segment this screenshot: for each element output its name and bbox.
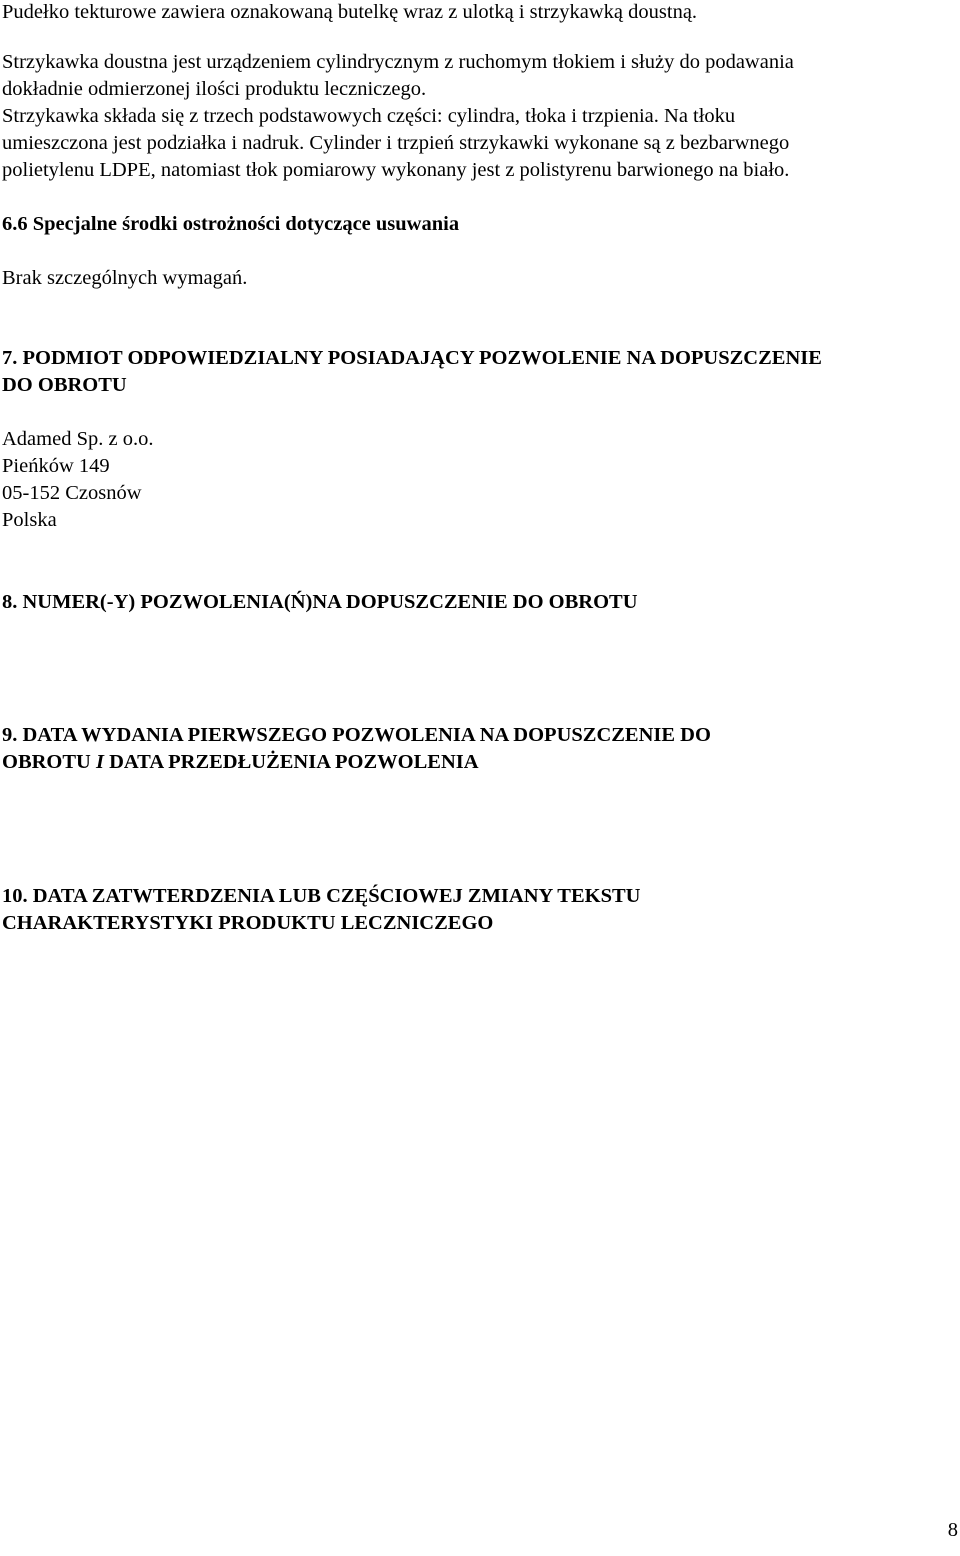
- section-7-heading-line-1: 7. PODMIOT ODPOWIEDZIALNY POSIADAJĄCY POZWOLENIE NA DOPUSZCZENIE: [2, 347, 822, 369]
- section-9-heading-line-2-italic: I: [95, 751, 104, 773]
- section-9-heading: [2, 722, 952, 776]
- address-company: Adamed Sp. z o.o.: [2, 428, 154, 450]
- section-9-heading-line-2-a: OBROTU: [2, 751, 96, 773]
- address-street: Pieńków 149: [2, 455, 110, 477]
- section-8-heading: 8. NUMER(-Y) POZWOLENIA(Ń)NA DOPUSZCZENIE DO OBROTU: [2, 591, 638, 613]
- packaging-paragraph: [2, 0, 952, 26]
- syringe-description-paragraph: [2, 49, 952, 184]
- section-6-6-text: Brak szczególnych wymagań.: [2, 267, 248, 289]
- section-6-6-heading: 6.6 Specjalne środki ostrożności dotyczące usuwania: [2, 213, 460, 235]
- section-9-heading-line-1: 9. DATA WYDANIA PIERWSZEGO POZWOLENIA NA DOPUSZCZENIE DO: [2, 724, 711, 746]
- section-7-heading-line-2: DO OBROTU: [2, 374, 127, 396]
- section-9-heading-line-2-c: DATA PRZEDŁUŻENIA POZWOLENIA: [103, 751, 479, 773]
- syringe-line-4: umieszczona jest podziałka i nadruk. Cylinder i trzpień strzykawki wykonane są z bezbarwnego: [2, 132, 790, 154]
- packaging-text: Pudełko tekturowe zawiera oznakowaną butelkę wraz z ulotką i strzykawką doustną.: [2, 1, 698, 23]
- section-7-heading: [2, 345, 952, 399]
- section-10-heading: [2, 883, 952, 937]
- section-10-heading-line-2: CHARAKTERYSTYKI PRODUKTU LECZNICZEGO: [2, 912, 494, 934]
- syringe-line-5: polietylenu LDPE, natomiast tłok pomiarowy wykonany jest z polistyrenu barwionego na biało.: [2, 159, 790, 181]
- page-number: 8: [947, 1519, 958, 1541]
- syringe-line-1: Strzykawka doustna jest urządzeniem cylindrycznym z ruchomym tłokiem i służy do podawania: [2, 51, 794, 73]
- section-10-heading-line-1: 10. DATA ZATWTERDZENIA LUB CZĘŚCIOWEJ ZMIANY TEKSTU: [2, 885, 641, 907]
- marketing-authorisation-holder-address: [2, 426, 952, 534]
- address-postcode-city: 05-152 Czosnów: [2, 482, 142, 504]
- syringe-line-2: dokładnie odmierzonej ilości produktu leczniczego.: [2, 78, 427, 100]
- syringe-line-3: Strzykawka składa się z trzech podstawowych części: cylindra, tłoka i trzpienia. Na tłoku: [2, 105, 736, 127]
- section-9-heading-line-2: [2, 749, 952, 776]
- address-country: Polska: [2, 509, 57, 531]
